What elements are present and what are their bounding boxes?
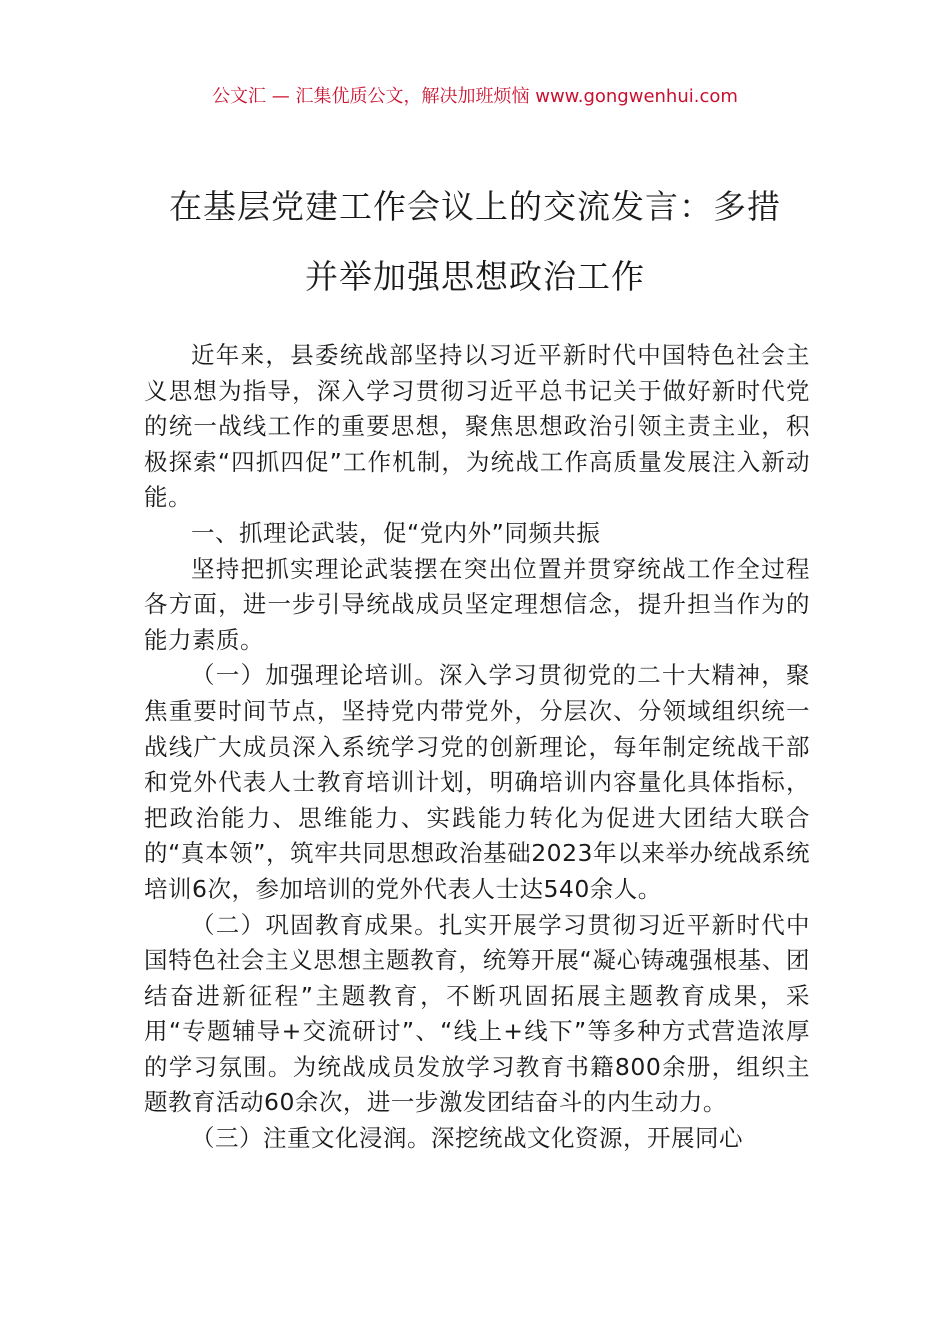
title-line-1: 在基层党建工作会议上的交流发言：多措 [169,187,781,226]
section-heading-1: 一、抓理论武装，促“党内外”同频共振 [191,518,601,547]
paragraph-intro: 近年来，县委统战部坚持以习近平新时代中国特色社会主义思想为指导，深入学习贯彻习近平总书记关于做好新时代党的统一战线工作的重要思想，聚焦思想政治引领主责主业，积极探索“四抓四促”工作机制，为统战工作高质量发展注入新动能。 [144,341,810,512]
paragraph-item-2: （二）巩固教育成果。扎实开展学习贯彻习近平新时代中国特色社会主义思想主题教育，统筹开展“凝心铸魂强根基、团结奋进新征程”主题教育，不断巩固拓展主题教育成果，采用“专题辅导+交流研讨”、“线上+线下”等多种方式营造浓厚的学习氛围。为统战成员发放学习教育书籍800余册，组织主题教育活动60余次，进一步激发团结奋斗的内生动力。 [144,910,810,1117]
paragraph-item-3: （三）注重文化浸润。深挖统战文化资源，开展同心 [191,1124,743,1153]
paragraph-item-1: （一）加强理论培训。深入学习贯彻党的二十大精神，聚焦重要时间节点，坚持党内带党外，分层次、分领域组织统一战线广大成员深入系统学习党的创新理论，每年制定统战干部和党外代表人士教育培训计划，明确培训内容量化具体指标，把政治能力、思维能力、实践能力转化为促进大团结大联合的“真本领”，筑牢共同思想政治基础2023年以来举办统战系统培训6次，参加培训的党外代表人士达540余人。 [144,661,810,903]
document-title [140,172,810,312]
paragraph-section-1: 坚持把抓实理论武装摆在突出位置并贯穿统战工作全过程各方面，进一步引导统战成员坚定理想信念，提升担当作为的能力素质。 [144,554,810,654]
document-body [144,338,810,1157]
watermark-header: 公文汇 — 汇集优质公文，解决加班烦恼 www.gongwenhui.com [212,86,738,107]
title-line-2: 并举加强思想政治工作 [305,257,645,296]
